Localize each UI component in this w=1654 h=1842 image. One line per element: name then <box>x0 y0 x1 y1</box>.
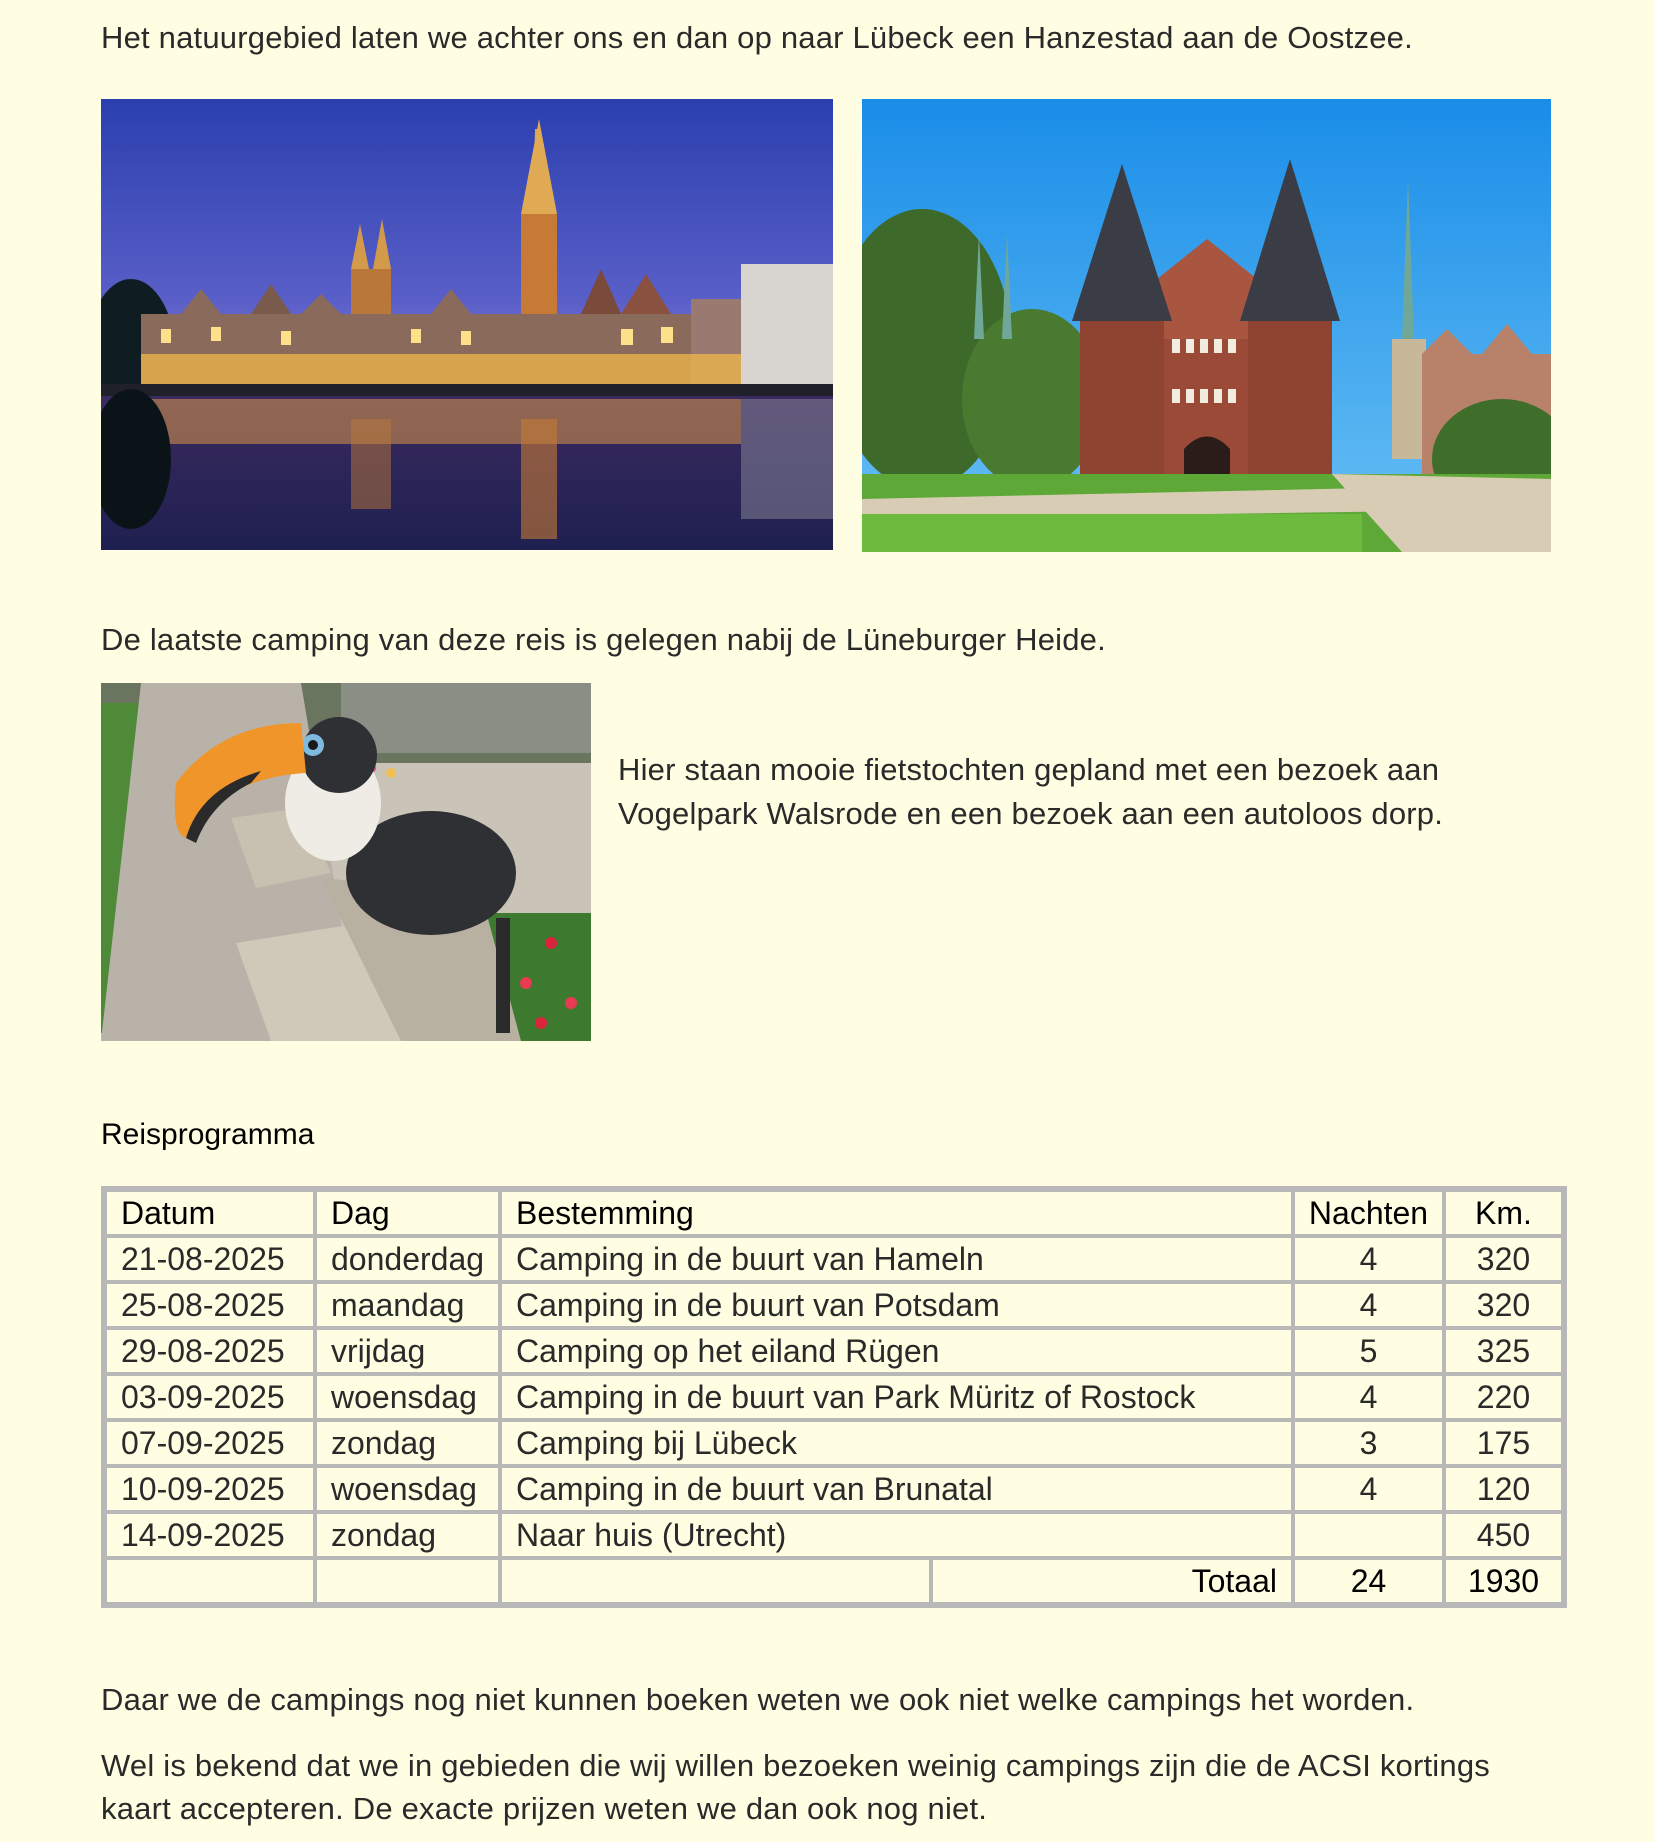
cell-km: 320 <box>1444 1236 1563 1282</box>
cell-nachten: 4 <box>1293 1282 1444 1328</box>
lubeck-night-photo <box>101 99 833 550</box>
cell-km: 175 <box>1444 1420 1563 1466</box>
cell-nachten: 5 <box>1293 1328 1444 1374</box>
total-label: Totaal <box>931 1558 1293 1604</box>
cell-km: 220 <box>1444 1374 1563 1420</box>
header-nachten: Nachten <box>1293 1190 1444 1236</box>
cell-dag: woensdag <box>315 1374 500 1420</box>
cell-nachten: 4 <box>1293 1374 1444 1420</box>
cell-datum: 29-08-2025 <box>105 1328 315 1374</box>
header-dag: Dag <box>315 1190 500 1236</box>
header-km: Km. <box>1444 1190 1563 1236</box>
cell-bestemming: Naar huis (Utrecht) <box>500 1512 1293 1558</box>
total-empty-cell <box>315 1558 500 1604</box>
total-row <box>105 1558 1563 1604</box>
total-km: 1930 <box>1444 1558 1563 1604</box>
cell-bestemming: Camping in de buurt van Brunatal <box>500 1466 1293 1512</box>
table-row <box>105 1374 1563 1420</box>
cell-nachten: 4 <box>1293 1236 1444 1282</box>
header-datum: Datum <box>105 1190 315 1236</box>
cell-dag: woensdag <box>315 1466 500 1512</box>
cell-datum: 21-08-2025 <box>105 1236 315 1282</box>
cell-km: 325 <box>1444 1328 1563 1374</box>
table-row <box>105 1328 1563 1374</box>
holstentor-photo <box>862 99 1551 552</box>
total-empty-cell <box>500 1558 931 1604</box>
cell-dag: donderdag <box>315 1236 500 1282</box>
acsi-text-line-1: Wel is bekend dat we in gebieden die wij willen bezoeken weinig campings zijn die de ACSI kortings <box>101 1748 1490 1783</box>
cell-dag: zondag <box>315 1420 500 1466</box>
cell-dag: vrijdag <box>315 1328 500 1374</box>
header-bestemming: Bestemming <box>500 1190 1293 1236</box>
cell-dag: maandag <box>315 1282 500 1328</box>
cell-bestemming: Camping op het eiland Rügen <box>500 1328 1293 1374</box>
cell-datum: 25-08-2025 <box>105 1282 315 1328</box>
cell-km: 450 <box>1444 1512 1563 1558</box>
total-nachten: 24 <box>1293 1558 1444 1604</box>
cell-km: 320 <box>1444 1282 1563 1328</box>
cell-bestemming: Camping in de buurt van Hameln <box>500 1236 1293 1282</box>
table-row <box>105 1512 1563 1558</box>
booking-text: Daar we de campings nog niet kunnen boeken weten we ook niet welke campings het worden. <box>101 1682 1415 1717</box>
cell-nachten: 4 <box>1293 1466 1444 1512</box>
table-row <box>105 1420 1563 1466</box>
cell-bestemming: Camping in de buurt van Potsdam <box>500 1282 1293 1328</box>
cell-datum: 03-09-2025 <box>105 1374 315 1420</box>
cell-bestemming: Camping bij Lübeck <box>500 1420 1293 1466</box>
intro-text: Het natuurgebied laten we achter ons en dan op naar Lübeck een Hanzestad aan de Oostzee. <box>101 20 1413 55</box>
bike-text-line-2: Vogelpark Walsrode en een bezoek aan een autoloos dorp. <box>618 796 1444 831</box>
acsi-text-line-2: kaart accepteren. De exacte prijzen weten we dan ook nog niet. <box>101 1791 988 1826</box>
table-header-row <box>105 1190 1563 1236</box>
cell-nachten: 3 <box>1293 1420 1444 1466</box>
table-row <box>105 1236 1563 1282</box>
cell-km: 120 <box>1444 1466 1563 1512</box>
cell-datum: 14-09-2025 <box>105 1512 315 1558</box>
cell-dag: zondag <box>315 1512 500 1558</box>
cell-bestemming: Camping in de buurt van Park Müritz of Rostock <box>500 1374 1293 1420</box>
luneburg-text: De laatste camping van deze reis is gelegen nabij de Lüneburger Heide. <box>101 622 1106 657</box>
table-row <box>105 1282 1563 1328</box>
cell-datum: 07-09-2025 <box>105 1420 315 1466</box>
bike-text-line-1: Hier staan mooie fietstochten gepland met een bezoek aan <box>618 752 1440 787</box>
toucan-photo <box>101 683 591 1041</box>
total-empty-cell <box>105 1558 315 1604</box>
table-row <box>105 1466 1563 1512</box>
cell-datum: 10-09-2025 <box>105 1466 315 1512</box>
cell-nachten <box>1293 1512 1444 1558</box>
program-title: Reisprogramma <box>101 1118 315 1151</box>
program-table <box>101 1186 1567 1608</box>
